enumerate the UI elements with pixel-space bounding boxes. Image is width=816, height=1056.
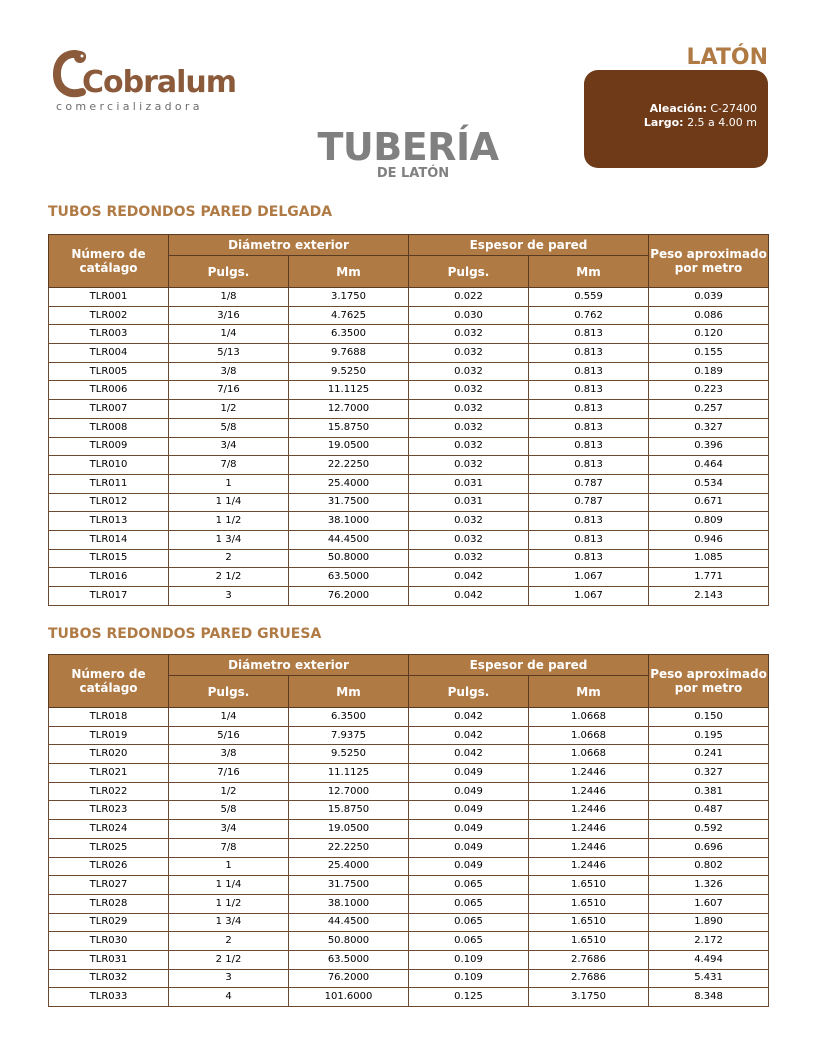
table-cell: 3/8 xyxy=(169,745,289,764)
table-cell: 0.559 xyxy=(529,288,649,307)
table-cell: 0.109 xyxy=(409,969,529,988)
table-row xyxy=(49,456,769,475)
table-cell: 22.2250 xyxy=(289,456,409,475)
table-cell: 5/16 xyxy=(169,726,289,745)
table-cell: TLR017 xyxy=(49,587,169,606)
table-cell: 0.946 xyxy=(649,530,769,549)
table-cell: 5/8 xyxy=(169,801,289,820)
table-cell: TLR031 xyxy=(49,950,169,969)
table-cell: 7.9375 xyxy=(289,726,409,745)
table-cell: 1.2446 xyxy=(529,838,649,857)
table-cell: 3/4 xyxy=(169,820,289,839)
table-row xyxy=(49,708,769,727)
table-cell: 4.7625 xyxy=(289,306,409,325)
table-cell: 11.1125 xyxy=(289,381,409,400)
table-cell: 0.049 xyxy=(409,764,529,783)
table-cell: 1 1/2 xyxy=(169,512,289,531)
table-cell: 1 1/4 xyxy=(169,493,289,512)
table-cell: 0.813 xyxy=(529,400,649,419)
table-cell: 7/8 xyxy=(169,838,289,857)
table-cell: 0.042 xyxy=(409,587,529,606)
table-cell: 7/8 xyxy=(169,456,289,475)
table-cell: 0.032 xyxy=(409,456,529,475)
table-row xyxy=(49,950,769,969)
table-cell: 3.1750 xyxy=(289,288,409,307)
table-row xyxy=(49,381,769,400)
table-cell: TLR016 xyxy=(49,568,169,587)
length-label: Largo: xyxy=(643,116,684,129)
section-title-thin-wall: TUBOS REDONDOS PARED DELGADA xyxy=(48,204,333,220)
table-cell: TLR009 xyxy=(49,437,169,456)
table-cell: 1/4 xyxy=(169,708,289,727)
header-wall-thickness: Espesor de pared xyxy=(409,235,649,256)
brand-name: Cobralum xyxy=(82,65,237,100)
table-cell: 76.2000 xyxy=(289,587,409,606)
table-cell: 0.120 xyxy=(649,325,769,344)
header-outer-diameter: Diámetro exterior xyxy=(169,655,409,676)
table-cell: 0.241 xyxy=(649,745,769,764)
sub-title: DE LATÓN xyxy=(376,166,450,181)
table-cell: 50.8000 xyxy=(289,932,409,951)
table-cell: 0.042 xyxy=(409,708,529,727)
table-cell: 44.4500 xyxy=(289,913,409,932)
table-cell: 0.032 xyxy=(409,362,529,381)
table-cell: 0.109 xyxy=(409,950,529,969)
table-row xyxy=(49,418,769,437)
table-cell: TLR022 xyxy=(49,782,169,801)
table-cell: 9.5250 xyxy=(289,362,409,381)
table-cell: 0.049 xyxy=(409,838,529,857)
table-cell: 0.813 xyxy=(529,325,649,344)
table-row xyxy=(49,549,769,568)
table-cell: 0.032 xyxy=(409,549,529,568)
table-cell: 44.4500 xyxy=(289,530,409,549)
table-cell: 0.813 xyxy=(529,530,649,549)
table-cell: TLR004 xyxy=(49,344,169,363)
table-cell: 76.2000 xyxy=(289,969,409,988)
table-cell: 50.8000 xyxy=(289,549,409,568)
table-cell: 1.6510 xyxy=(529,913,649,932)
table-cell: 0.327 xyxy=(649,418,769,437)
table-cell: TLR019 xyxy=(49,726,169,745)
table-cell: 8.348 xyxy=(649,988,769,1007)
main-title: TUBERÍA xyxy=(317,125,499,169)
table-cell: 0.813 xyxy=(529,381,649,400)
table-cell: 4 xyxy=(169,988,289,1007)
table-cell: 6.3500 xyxy=(289,325,409,344)
table-cell: 0.065 xyxy=(409,876,529,895)
table-cell: 0.762 xyxy=(529,306,649,325)
table-cell: 1.0668 xyxy=(529,708,649,727)
table-cell: 1.2446 xyxy=(529,857,649,876)
table-cell: 1.085 xyxy=(649,549,769,568)
table-cell: 0.030 xyxy=(409,306,529,325)
table-cell: 0.464 xyxy=(649,456,769,475)
table-cell: TLR018 xyxy=(49,708,169,727)
table-cell: 0.223 xyxy=(649,381,769,400)
table-cell: 0.042 xyxy=(409,568,529,587)
table-row xyxy=(49,913,769,932)
table-cell: TLR008 xyxy=(49,418,169,437)
table-cell: 5/13 xyxy=(169,344,289,363)
table-cell: TLR003 xyxy=(49,325,169,344)
table-cell: 0.809 xyxy=(649,512,769,531)
table-cell: 22.2250 xyxy=(289,838,409,857)
table-row xyxy=(49,801,769,820)
table-row xyxy=(49,362,769,381)
table-cell: 0.150 xyxy=(649,708,769,727)
table-cell: 0.813 xyxy=(529,362,649,381)
table-row xyxy=(49,437,769,456)
table-cell: 3.1750 xyxy=(529,988,649,1007)
table-cell: 0.787 xyxy=(529,474,649,493)
table-cell: 19.0500 xyxy=(289,820,409,839)
table-cell: 0.042 xyxy=(409,726,529,745)
table-cell: 1 xyxy=(169,474,289,493)
table-cell: 0.802 xyxy=(649,857,769,876)
table-cell: 9.5250 xyxy=(289,745,409,764)
table-row xyxy=(49,474,769,493)
table-cell: 0.381 xyxy=(649,782,769,801)
table-cell: TLR026 xyxy=(49,857,169,876)
table-cell: 63.5000 xyxy=(289,950,409,969)
table-cell: 1/4 xyxy=(169,325,289,344)
table-row xyxy=(49,306,769,325)
table-cell: 2 1/2 xyxy=(169,568,289,587)
table-row xyxy=(49,587,769,606)
table-cell: 1/2 xyxy=(169,782,289,801)
table-cell: TLR010 xyxy=(49,456,169,475)
header-outer-diameter: Diámetro exterior xyxy=(169,235,409,256)
table-cell: 0.813 xyxy=(529,418,649,437)
table-cell: 0.257 xyxy=(649,400,769,419)
table-row xyxy=(49,876,769,895)
table-cell: 0.049 xyxy=(409,801,529,820)
table-cell: 0.813 xyxy=(529,549,649,568)
table-cell: 1.067 xyxy=(529,587,649,606)
table-cell: TLR001 xyxy=(49,288,169,307)
brand-tagline: comercializadora xyxy=(56,100,203,113)
table-cell: 0.534 xyxy=(649,474,769,493)
table-cell: TLR020 xyxy=(49,745,169,764)
table-cell: 0.189 xyxy=(649,362,769,381)
table-row xyxy=(49,745,769,764)
table-cell: 1.0668 xyxy=(529,745,649,764)
page-title xyxy=(300,126,516,182)
header-od-mm: Mm xyxy=(289,676,409,708)
table-cell: 0.039 xyxy=(649,288,769,307)
table-cell: 31.7500 xyxy=(289,493,409,512)
table-cell: 2 1/2 xyxy=(169,950,289,969)
table-cell: TLR029 xyxy=(49,913,169,932)
table-cell: 0.813 xyxy=(529,456,649,475)
header-weight: Peso aproximado por metro xyxy=(649,235,769,288)
table-cell: 3 xyxy=(169,969,289,988)
table-cell: 2.172 xyxy=(649,932,769,951)
table-cell: 11.1125 xyxy=(289,764,409,783)
table-cell: 0.032 xyxy=(409,381,529,400)
table-cell: 6.3500 xyxy=(289,708,409,727)
table-cell: TLR032 xyxy=(49,969,169,988)
spec-box xyxy=(584,70,768,168)
header-wall-inches: Pulgs. xyxy=(409,676,529,708)
header-weight: Peso aproximado por metro xyxy=(649,655,769,708)
header-od-inches: Pulgs. xyxy=(169,256,289,288)
table-row xyxy=(49,726,769,745)
metal-label: LATÓN xyxy=(686,45,768,70)
header-wall-mm: Mm xyxy=(529,256,649,288)
table-cell: 1.067 xyxy=(529,568,649,587)
header-catalog: Número de catálago xyxy=(49,235,169,288)
alloy-label: Aleación: xyxy=(649,102,707,115)
table-cell: TLR023 xyxy=(49,801,169,820)
table-cell: 0.065 xyxy=(409,894,529,913)
table-cell: 1 3/4 xyxy=(169,913,289,932)
table-cell: 0.396 xyxy=(649,437,769,456)
table-cell: 7/16 xyxy=(169,764,289,783)
table-cell: 2.7686 xyxy=(529,950,649,969)
table-cell: TLR021 xyxy=(49,764,169,783)
table-cell: 0.813 xyxy=(529,344,649,363)
table-cell: 0.032 xyxy=(409,512,529,531)
table-cell: 0.065 xyxy=(409,913,529,932)
table-cell: 0.487 xyxy=(649,801,769,820)
table-cell: TLR024 xyxy=(49,820,169,839)
table-cell: TLR015 xyxy=(49,549,169,568)
table-cell: 0.032 xyxy=(409,400,529,419)
table-cell: 0.032 xyxy=(409,418,529,437)
table-cell: 1.890 xyxy=(649,913,769,932)
table-row xyxy=(49,325,769,344)
table-cell: 1.6510 xyxy=(529,932,649,951)
table-cell: 0.696 xyxy=(649,838,769,857)
table-cell: 1/8 xyxy=(169,288,289,307)
table-cell: TLR002 xyxy=(49,306,169,325)
table-cell: 0.042 xyxy=(409,745,529,764)
table-cell: 0.592 xyxy=(649,820,769,839)
table-cell: 3/4 xyxy=(169,437,289,456)
table-cell: TLR006 xyxy=(49,381,169,400)
table-cell: 7/16 xyxy=(169,381,289,400)
table-row xyxy=(49,988,769,1007)
table-cell: 0.032 xyxy=(409,530,529,549)
table-cell: 63.5000 xyxy=(289,568,409,587)
table-cell: 12.7000 xyxy=(289,782,409,801)
table-cell: TLR030 xyxy=(49,932,169,951)
table-row xyxy=(49,932,769,951)
table-cell: 3 xyxy=(169,587,289,606)
table-row xyxy=(49,764,769,783)
table-cell: 4.494 xyxy=(649,950,769,969)
table-cell: TLR027 xyxy=(49,876,169,895)
table-cell: 1 3/4 xyxy=(169,530,289,549)
table-cell: 1.607 xyxy=(649,894,769,913)
table-cell: 3/16 xyxy=(169,306,289,325)
table-cell: TLR033 xyxy=(49,988,169,1007)
thin-wall-table xyxy=(48,234,769,606)
table-cell: 0.813 xyxy=(529,512,649,531)
table-cell: 1.2446 xyxy=(529,801,649,820)
table-cell: 15.8750 xyxy=(289,801,409,820)
table-cell: TLR005 xyxy=(49,362,169,381)
alloy-value: C-27400 xyxy=(710,102,757,115)
table-cell: 2.7686 xyxy=(529,969,649,988)
table-cell: 1 xyxy=(169,857,289,876)
table-cell: 0.086 xyxy=(649,306,769,325)
table-row xyxy=(49,838,769,857)
table-cell: 0.065 xyxy=(409,932,529,951)
table-cell: 5/8 xyxy=(169,418,289,437)
table-cell: 38.1000 xyxy=(289,894,409,913)
table-cell: 15.8750 xyxy=(289,418,409,437)
table-row xyxy=(49,857,769,876)
table-cell: 2 xyxy=(169,549,289,568)
section-title-thick-wall: TUBOS REDONDOS PARED GRUESA xyxy=(48,626,322,642)
table-cell: 0.155 xyxy=(649,344,769,363)
table-cell: 25.4000 xyxy=(289,857,409,876)
table-cell: 2 xyxy=(169,932,289,951)
table-cell: 0.049 xyxy=(409,782,529,801)
table-cell: 31.7500 xyxy=(289,876,409,895)
table-cell: 0.031 xyxy=(409,493,529,512)
table-cell: 0.125 xyxy=(409,988,529,1007)
table-cell: TLR013 xyxy=(49,512,169,531)
table-cell: 1.2446 xyxy=(529,764,649,783)
table-cell: 9.7688 xyxy=(289,344,409,363)
table-cell: 0.032 xyxy=(409,325,529,344)
table-cell: 0.195 xyxy=(649,726,769,745)
table-row xyxy=(49,530,769,549)
table-cell: 1.771 xyxy=(649,568,769,587)
header-od-inches: Pulgs. xyxy=(169,676,289,708)
brand-logo xyxy=(52,48,237,118)
table-cell: 1.6510 xyxy=(529,876,649,895)
table-row xyxy=(49,894,769,913)
table-cell: 1.0668 xyxy=(529,726,649,745)
table-cell: TLR007 xyxy=(49,400,169,419)
thin-wall-table-body xyxy=(49,288,769,606)
table-cell: 38.1000 xyxy=(289,512,409,531)
table-row xyxy=(49,782,769,801)
table-row xyxy=(49,969,769,988)
table-cell: 2.143 xyxy=(649,587,769,606)
table-cell: 101.6000 xyxy=(289,988,409,1007)
header-wall-thickness: Espesor de pared xyxy=(409,655,649,676)
table-row xyxy=(49,493,769,512)
table-cell: TLR014 xyxy=(49,530,169,549)
table-cell: 5.431 xyxy=(649,969,769,988)
table-cell: 1/2 xyxy=(169,400,289,419)
table-row xyxy=(49,568,769,587)
table-cell: 0.787 xyxy=(529,493,649,512)
table-cell: TLR028 xyxy=(49,894,169,913)
header-wall-mm: Mm xyxy=(529,676,649,708)
table-cell: 0.813 xyxy=(529,437,649,456)
table-cell: 25.4000 xyxy=(289,474,409,493)
table-cell: 12.7000 xyxy=(289,400,409,419)
table-cell: 1.2446 xyxy=(529,820,649,839)
table-cell: TLR012 xyxy=(49,493,169,512)
thick-wall-table xyxy=(48,654,769,1007)
table-cell: 19.0500 xyxy=(289,437,409,456)
table-cell: TLR011 xyxy=(49,474,169,493)
table-row xyxy=(49,400,769,419)
header-wall-inches: Pulgs. xyxy=(409,256,529,288)
header-catalog: Número de catálago xyxy=(49,655,169,708)
table-row xyxy=(49,820,769,839)
table-cell: 1.326 xyxy=(649,876,769,895)
table-cell: 0.049 xyxy=(409,857,529,876)
thick-wall-table-body xyxy=(49,708,769,1007)
length-value: 2.5 a 4.00 m xyxy=(687,116,757,129)
table-cell: 1 1/4 xyxy=(169,876,289,895)
table-cell: 0.031 xyxy=(409,474,529,493)
table-cell: 3/8 xyxy=(169,362,289,381)
table-cell: 0.671 xyxy=(649,493,769,512)
table-cell: 0.022 xyxy=(409,288,529,307)
table-cell: 0.327 xyxy=(649,764,769,783)
table-cell: 0.032 xyxy=(409,437,529,456)
table-row xyxy=(49,288,769,307)
table-cell: 0.049 xyxy=(409,820,529,839)
table-cell: 1.2446 xyxy=(529,782,649,801)
table-cell: TLR025 xyxy=(49,838,169,857)
table-cell: 1 1/2 xyxy=(169,894,289,913)
table-cell: 1.6510 xyxy=(529,894,649,913)
header-od-mm: Mm xyxy=(289,256,409,288)
table-row xyxy=(49,512,769,531)
table-row xyxy=(49,344,769,363)
table-cell: 0.032 xyxy=(409,344,529,363)
